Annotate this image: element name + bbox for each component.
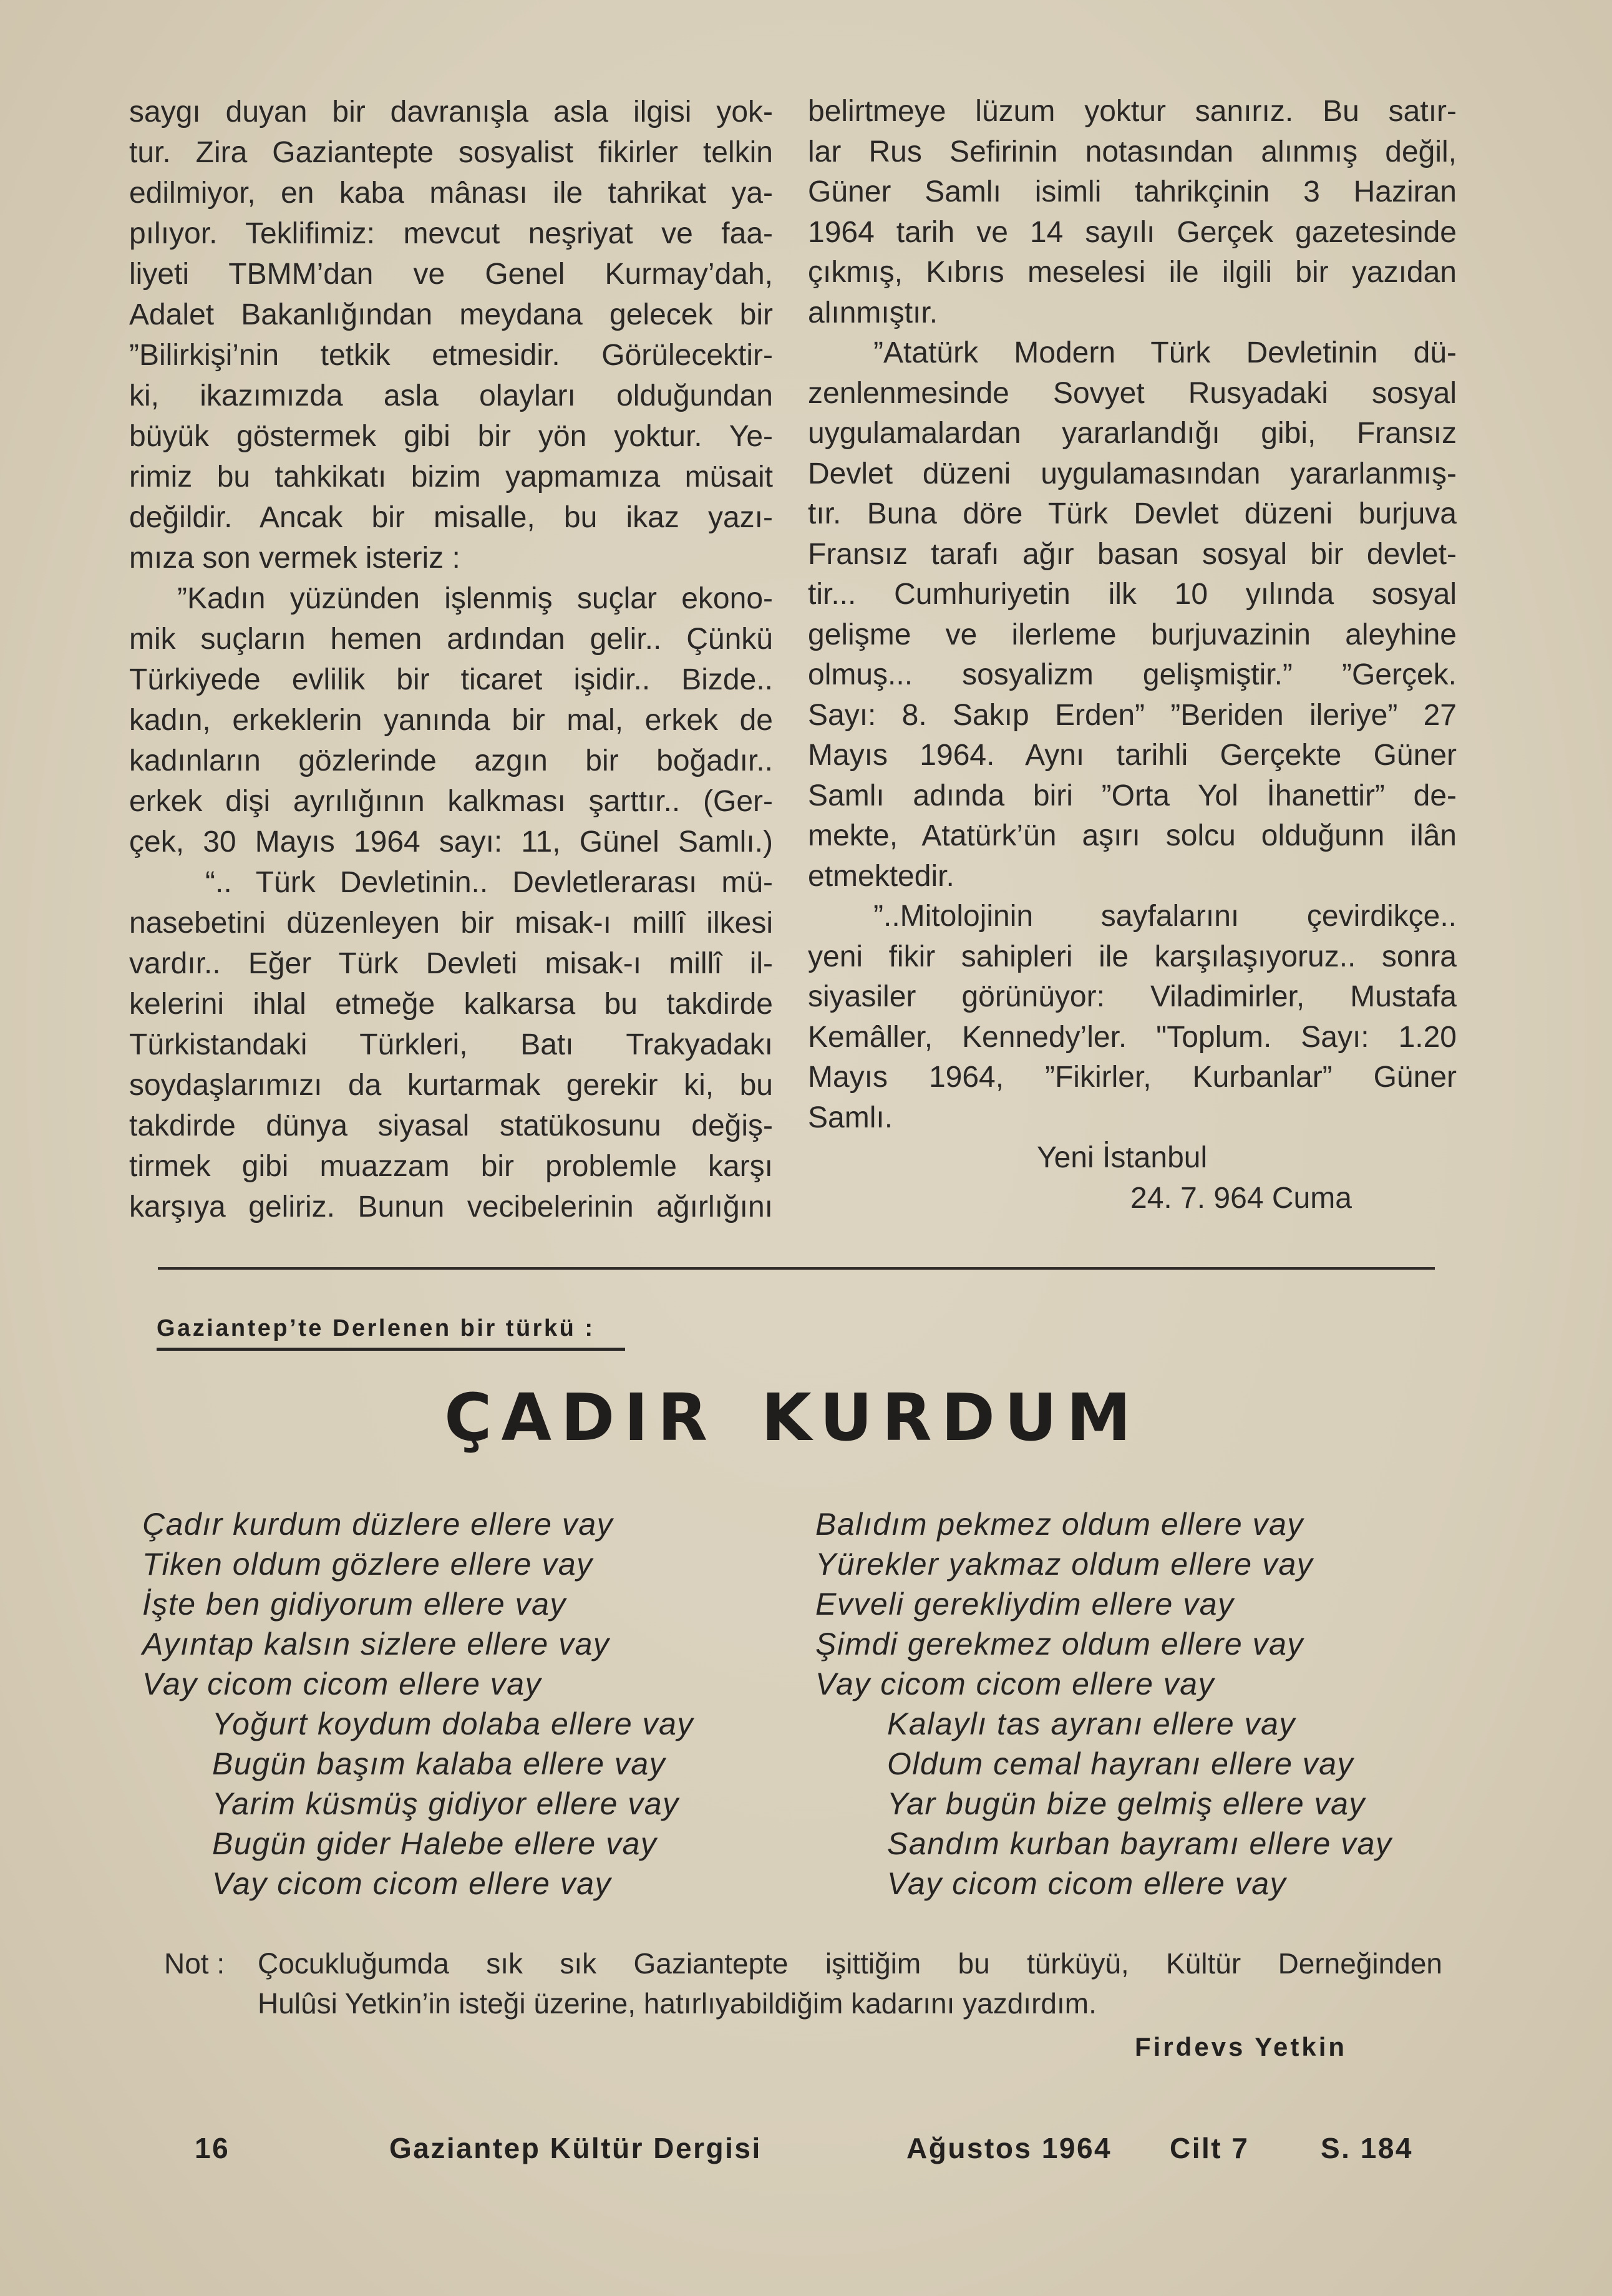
article-quote-line: uygulamalardan yararlandığı gibi, Fransız	[808, 417, 1457, 450]
article-line: karşıya geliriz. Bunun vecibelerinin ağırlığını	[129, 1190, 773, 1223]
article-line: Mayıs 1964. Aynı tarihli Gerçekte Güner	[808, 739, 1457, 772]
section-kicker: Gaziantep’te Derlenen bir türkü :	[157, 1315, 595, 1341]
article-source-date: 24. 7. 964 Cuma	[1130, 1181, 1352, 1215]
article-quote-line: çek, 30 Mayıs 1964 sayı: 11, Günel Samlı.)	[129, 825, 773, 859]
note-label: Not :	[164, 1947, 225, 1980]
article-line: Güner Samlı isimli tahrikçinin 3 Haziran	[808, 175, 1457, 208]
song-title: ÇADIR KURDUM	[444, 1379, 1140, 1456]
article-line: alınmıştır.	[808, 296, 938, 329]
article-line: saygı duyan bir davranışla asla ilgisi yok-	[129, 95, 773, 129]
article-quote-line: siyasiler görünüyor: Viladimirler, Mustafa	[808, 980, 1457, 1013]
article-quote-line: mik suçların hemen ardından gelir.. Çünkü	[129, 623, 773, 656]
article-line: mıza son vermek isteriz :	[129, 542, 460, 575]
article-line: tur. Zira Gaziantepte sosyalist fikirler telkin	[129, 136, 773, 169]
footer-magazine-name: Gaziantep Kültür Dergisi	[389, 2132, 762, 2164]
poem-line: Ayıntap kalsın sizlere ellere vay	[142, 1627, 610, 1661]
poem-line: Oldum cemal hayranı ellere vay	[887, 1746, 1354, 1781]
article-line: Mayıs 1964, ”Fikirler, Kurbanlar” Güner	[808, 1061, 1457, 1094]
section-divider	[158, 1267, 1435, 1270]
article-line: Sayı: 8. Sakıp Erden” ”Beriden ileriye” 27	[808, 698, 1457, 732]
article-line: Samlı.	[808, 1101, 893, 1134]
poem-line: Tiken oldum gözlere ellere vay	[142, 1547, 593, 1582]
article-quote-line: erkek dişi ayrılığının kalkması şarttır.. (Ger-	[129, 785, 773, 818]
poem-line: Çadır kurdum düzlere ellere vay	[142, 1507, 614, 1542]
poem-refrain: Vay cicom cicom ellere vay	[887, 1866, 1287, 1901]
article-line: rimiz bu tahkikatı bizim yapmamıza müsait	[129, 460, 773, 494]
poem-left-stanza	[142, 1504, 694, 1904]
article-line: pılıyor. Teklifimiz: mevcut neşriyat ve faa-	[129, 217, 773, 250]
article-line: 1964 tarih ve 14 sayılı Gerçek gazetesinde	[808, 215, 1457, 249]
poem-line: Yar bugün bize gelmiş ellere vay	[887, 1786, 1366, 1821]
article-quote-line: tır. Buna döre Türk Devlet düzeni burjuva	[808, 497, 1457, 530]
article-line: belirtmeye lüzum yoktur sanırız. Bu satır-	[808, 95, 1457, 128]
poem-refrain: Vay cicom cicom ellere vay	[212, 1866, 612, 1901]
note-line: Hulûsi Yetkin’in isteği üzerine, hatırlıyabildiğim kadarını yazdırdım.	[258, 1987, 1097, 2020]
article-quote-line: soydaşlarımızı da kurtarmak gerekir ki, bu	[129, 1069, 773, 1102]
article-line: edilmiyor, en kaba mânası ile tahrikat ya-	[129, 177, 773, 210]
article-quote-line: Devlet düzeni uygulamasından yararlanmış-	[808, 457, 1457, 490]
poem-line: Bugün başım kalaba ellere vay	[212, 1746, 666, 1781]
footer-issue-date: Ağustos 1964	[906, 2132, 1112, 2164]
article-line: etmektedir.	[808, 859, 954, 893]
article-quote-line: kadın, erkeklerin yanında bir mal, erkek de	[129, 704, 773, 737]
article-source: Yeni İstanbul	[1037, 1141, 1208, 1174]
article-quote-line: vardır.. Eğer Türk Devleti misak-ı millî il-	[129, 947, 773, 980]
article-quote-line: Kemâller, Kennedy’ler. "Toplum. Sayı: 1.20	[808, 1020, 1457, 1054]
article-quote-line: takdirde dünya siyasal statükosunu değiş-	[129, 1109, 773, 1142]
article-quote-line: Türkiyede evlilik bir ticaret işidir.. Bizde..	[129, 663, 773, 696]
article-quote-line: Fransız tarafı ağır basan sosyal bir devlet-	[808, 537, 1457, 571]
note-line: Çocukluğumda sık sık Gaziantepte işittiğim bu türküyü, Kültür Derneğinden	[258, 1947, 1442, 1980]
article-line: ”Bilirkişi’nin tetkik etmesidir. Görülecektir-	[129, 339, 773, 372]
footer-page-number: 16	[195, 2132, 230, 2164]
article-quote-line: tirmek gibi muazzam bir problemle karşı	[129, 1150, 773, 1183]
article-left-column	[129, 92, 773, 1227]
note-author: Firdevs Yetkin	[1135, 2032, 1347, 2061]
article-quote-line: gelişme ve ilerleme burjuvazinin aleyhine	[808, 618, 1457, 651]
article-line: lar Rus Sefirinin notasından alınmış değil,	[808, 135, 1457, 168]
poem-line: Evveli gerekliydim ellere vay	[815, 1587, 1235, 1622]
poem-line: Yarim küsmüş gidiyor ellere vay	[212, 1786, 679, 1821]
article-line: Adalet Bakanlığından meydana gelecek bir	[129, 298, 773, 331]
article-quote-line: kelerini ihlal etmeğe kalkarsa bu takdirde	[129, 988, 773, 1021]
poem-line: Yürekler yakmaz oldum ellere vay	[815, 1547, 1314, 1582]
article-quote-line: ”Kadın yüzünden işlenmiş suçlar ekono-	[177, 582, 773, 615]
poem-refrain: Vay cicom cicom ellere vay	[142, 1666, 542, 1701]
article-quote-line: Türkistandaki Türkleri, Batı Trakyadakı	[129, 1028, 773, 1061]
article-line: büyük göstermek gibi bir yön yoktur. Ye-	[129, 420, 773, 453]
article-quote-line: “.. Türk Devletinin.. Devletlerarası mü-	[205, 866, 773, 899]
poem-line: Kalaylı tas ayranı ellere vay	[887, 1706, 1296, 1741]
article-quote-line: tir... Cumhuriyetin ilk 10 yılında sosyal	[808, 578, 1457, 611]
article-quote-line: yeni fikir sahipleri ile karşılaşıyoruz.. sonra	[808, 940, 1457, 973]
article-line: Samlı adında biri ”Orta Yol İhanettir” de-	[808, 779, 1457, 812]
poem-line: İşte ben gidiyorum ellere vay	[142, 1587, 566, 1622]
footer-volume: Cilt 7	[1170, 2132, 1250, 2164]
article-quote-line: nasebetini düzenleyen bir misak-ı millî ilkesi	[129, 907, 773, 940]
poem-line: Balıdım pekmez oldum ellere vay	[815, 1507, 1304, 1542]
poem-line: Şimdi gerekmez oldum ellere vay	[815, 1627, 1304, 1661]
article-quote-line: kadınların gözlerinde azgın bir boğadır..	[129, 744, 773, 777]
footer-issue-number: S. 184	[1321, 2132, 1413, 2164]
poem-refrain: Vay cicom cicom ellere vay	[815, 1666, 1215, 1701]
article-quote-line: ”..Mitolojinin sayfalarını çevirdikçe..	[873, 900, 1457, 933]
article-line: mekte, Atatürk’ün aşırı solcu olduğunn ilân	[808, 819, 1457, 852]
article-line: ki, ikazımızda asla olayları olduğundan	[129, 379, 773, 412]
kicker-underline	[157, 1348, 625, 1351]
article-line: liyeti TBMM’dan ve Genel Kurmay’dah,	[129, 258, 773, 291]
article-quote-line: zenlenmesinde Sovyet Rusyadaki sosyal	[808, 376, 1457, 410]
article-quote-line: olmuş... sosyalizm gelişmiştir.” ”Gerçek.	[808, 658, 1457, 691]
article-line: değildir. Ancak bir misalle, bu ikaz yazı-	[129, 501, 773, 534]
poem-line: Sandım kurban bayramı ellere vay	[887, 1826, 1392, 1861]
note-body	[258, 1943, 1442, 2023]
article-quote-line: ”Atatürk Modern Türk Devletinin dü-	[873, 336, 1457, 369]
poem-right-stanza	[815, 1504, 1392, 1904]
poem-line: Yoğurt koydum dolaba ellere vay	[212, 1706, 694, 1741]
article-right-column	[808, 92, 1457, 1219]
poem-line: Bugün gider Halebe ellere vay	[212, 1826, 658, 1861]
article-line: çıkmış, Kıbrıs meselesi ile ilgili bir yazıdan	[808, 256, 1457, 289]
